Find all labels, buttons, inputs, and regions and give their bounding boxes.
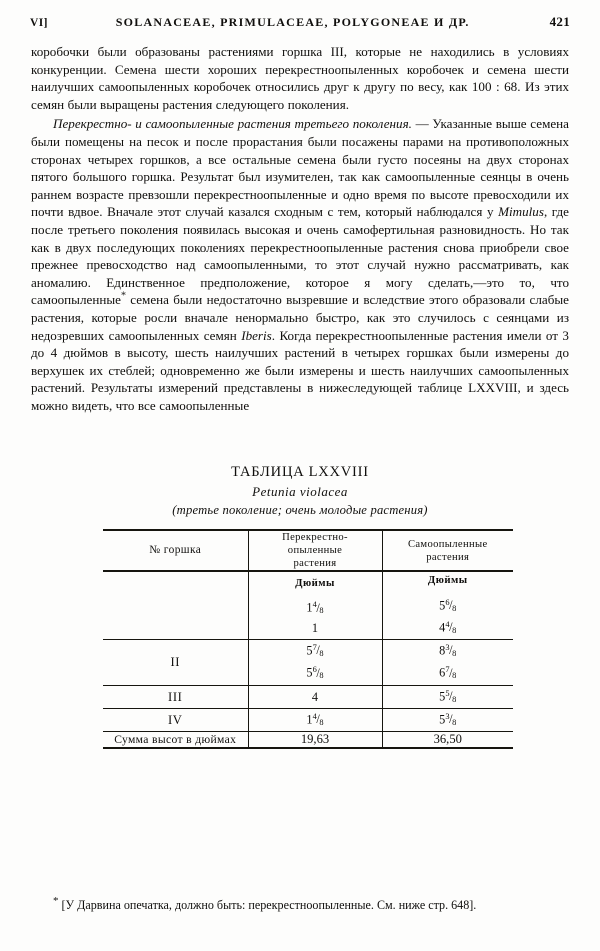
sum-crossed: 19,63 [248,732,382,749]
value-crossed-4a: $1^4/8$ [306,711,324,727]
value-selfed-2b: $6^7/8$ [439,665,457,681]
table-body [103,571,513,748]
table-caption-label-text: ТАБЛИЦА [231,464,305,480]
row-crossed-4 [248,708,382,731]
value-selfed-1b: $4^4/8$ [439,619,457,635]
paragraph-2-italic-mimulus: Mimulus [498,204,544,220]
value-crossed-2a: $5^7/8$ [306,643,324,658]
column-header-pot: № горшка [149,544,202,556]
table-row [103,708,513,731]
value-crossed-1a: $1^4/8$ [306,600,324,616]
table-row [103,640,513,686]
row-selfed-4 [382,708,513,731]
row-pot-3: III [168,689,183,704]
sum-selfed: 36,50 [382,732,513,749]
table-sum-row [103,732,513,749]
table-caption-label [31,464,569,481]
value-crossed-2b: $5^6/8$ [306,665,324,681]
footnote-reference-marker: * [120,290,126,302]
paragraph-2 [31,115,569,414]
running-title: SOLANACEAE, PRIMULACEAE, POLYGONEAE И ДР. [115,15,470,29]
paragraph-2-lead-italic: Перекрестно- и самоопыленные растения третьего поколения. [53,116,412,132]
row-selfed-3 [382,685,513,708]
table-head [103,530,513,571]
row-pot-1 [103,571,248,640]
table-header-row [103,530,513,571]
table-species-name: Petunia violacea [252,484,348,499]
row-crossed-3 [248,685,382,708]
paragraph-1 [31,43,569,113]
footnote-marker: * [53,894,59,907]
row-pot-4: IV [168,712,183,727]
row-crossed-1 [248,571,382,640]
value-selfed-3a: $5^5/8$ [439,688,457,704]
paragraph-1-text: коробочки были образованы растениями горшка III, которые не находились в условиях конкуренции. Семена шести хороших перекрестноопыленных коробочек и семена шести наилучших самоопыленных коробочек относились друг к другу по весу, как 100 : 68. Из этих семян были выращены растения следующего поколения. [31,44,569,112]
table-grid [103,529,513,749]
body-text [31,43,569,414]
paragraph-2-italic-iberis: Iberis [241,327,272,343]
footnote [31,894,569,914]
column-header-crossed-l1: Перекрестно- [282,532,348,543]
column-header-crossed-l2: опыленные [287,545,343,556]
column-header-selfed [382,530,513,571]
column-header-crossed [248,530,382,571]
folio-left: VI] [30,17,48,29]
sum-label: Сумма высот в дюймах [114,733,237,747]
paragraph-2-part-c: семена были недостаточно вызревшие и вследствие этого образовали слабые растения, которые росли вначале ненормально быстро, как это случилось с сеянцами из недозревших самоопыленных семян [31,292,569,343]
paragraph-2-part-d: . Когда перекрестноопыленные растения имели от 3 до 4 дюймов в высоту, шесть наилучших растений в четырех горшках были измерены до верхушек их стеблей; одновременно же были измерены и шесть наилучших самоопыленных растений. Результаты измерений представлены в нижеследующей таблице LXXVIII, и здесь можно видеть, что все самоопыленные [31,327,569,413]
paragraph-2-part-a: — Указанные выше семена были помещены на песок и после прорастания были посажены парами на противоположных сторонах четырех горшков, а все остальные семена были густо посеяны на двух сторонах пятого большого горшка. Результат был изумителен, так как самоопыленные сеянцы в очень раннем возрасте превзошли перекрестноопыленные и одно время по высоте превосходили их почти вдвое. Вначале этот случай казался сходным с тем, который наблюдался у [31,116,569,220]
page-number: 421 [549,14,570,29]
footnote-line [31,894,569,914]
table-subtitle: (третье поколение; очень молодые растения) [172,503,428,517]
unit-label-crossed: Дюймы [295,576,335,589]
column-header-selfed-l2: растения [426,551,470,563]
table-caption [31,464,569,518]
row-selfed-2 [382,640,513,686]
table-row [103,571,513,640]
row-selfed-1 [382,571,513,640]
column-header-crossed-l3: растения [293,558,337,569]
row-crossed-2 [248,640,382,686]
value-selfed-4a: $5^3/8$ [439,711,457,727]
table-caption-number: LXXVIII [308,464,369,480]
measurements-table [103,529,513,749]
footnote-text: [У Дарвина опечатка, должно быть: перекрестноопыленные. См. ниже стр. 648]. [58,898,477,912]
running-header [30,14,570,34]
table-row [103,685,513,708]
value-selfed-1a: $5^6/8$ [439,597,457,613]
unit-label-selfed: Дюймы [427,574,468,586]
column-header-selfed-l1: Самоопыленные [407,538,488,550]
value-crossed-3a: 4 [311,689,319,704]
value-selfed-2a: $8^3/8$ [439,643,457,658]
row-pot-2: II [170,655,181,670]
value-crossed-1b: 1 [311,620,319,635]
paragraph-2-part-b: , где после третьего поколения появилась высокая и очень самофертильная разновидность. Но так как в двух последующих поколениях перекрестноопыленные растения снова приобрели свое прежнее превосходство над самоопыленными, то этот случай нужно рассматривать, как аномалию. Единственное предположение, которое я могу сделать,—это то, что самоопыленные [31,204,569,308]
